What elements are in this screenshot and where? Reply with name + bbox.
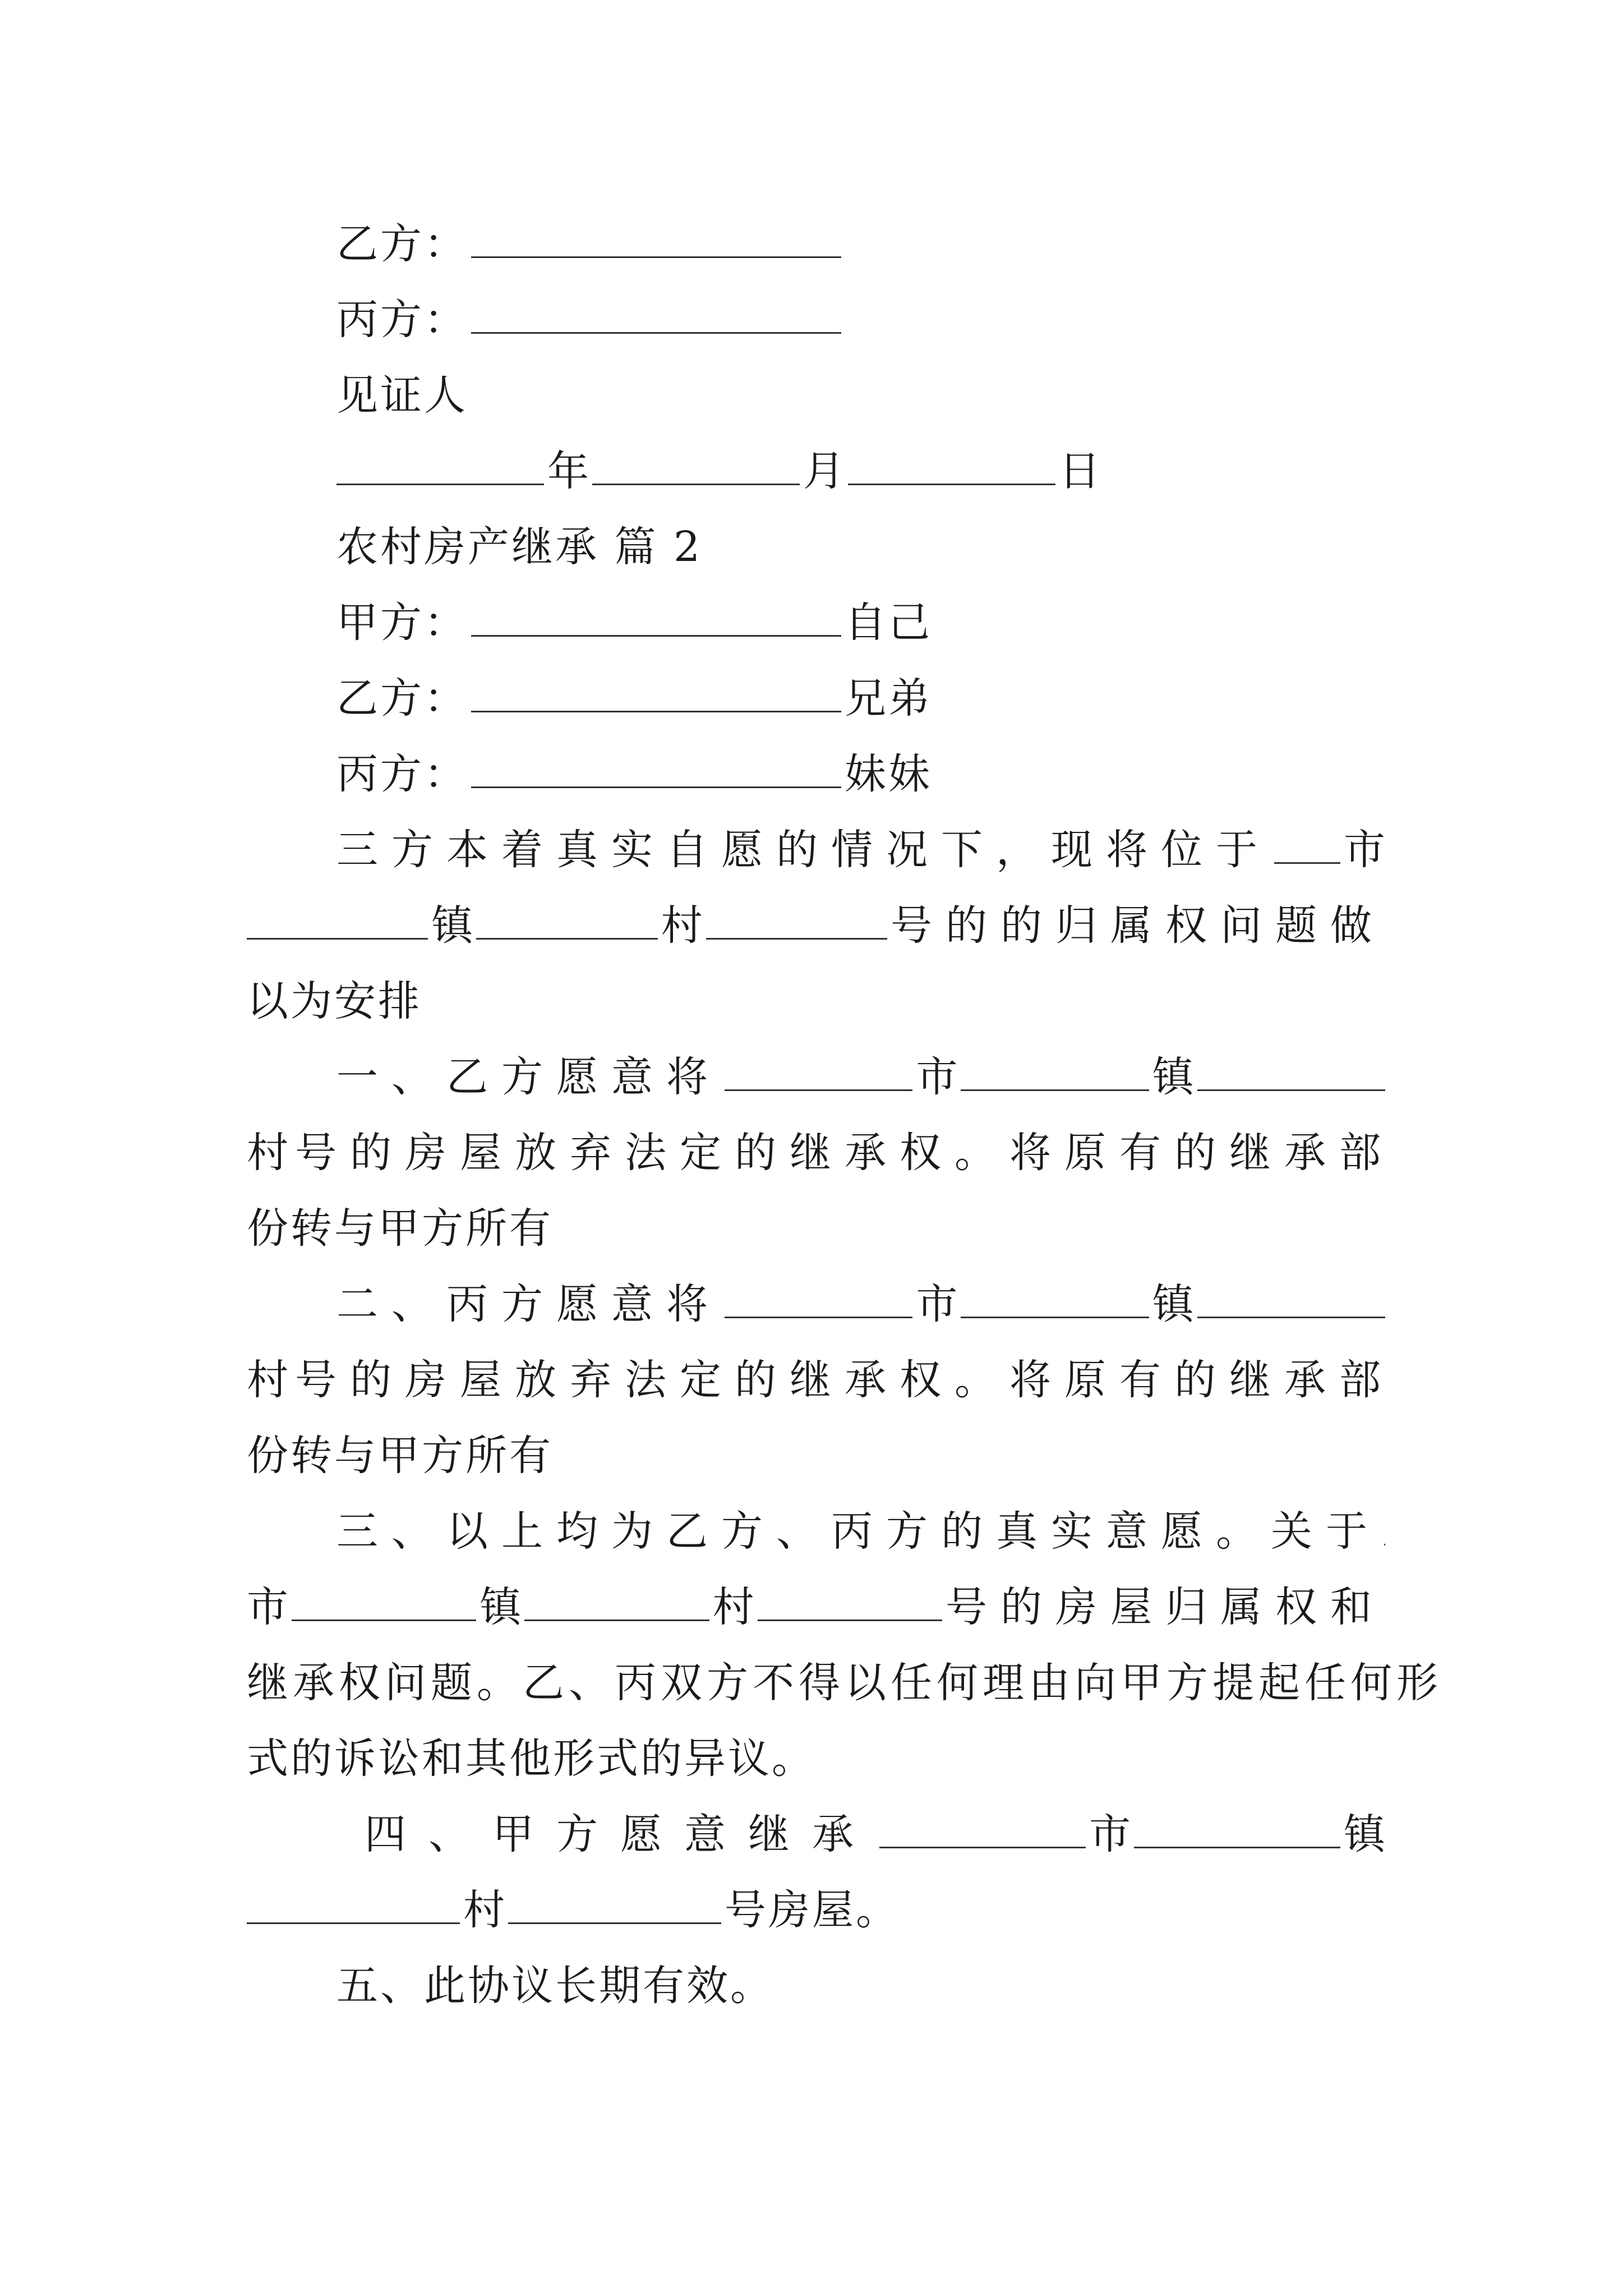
clause-4-village-label: 村: [463, 1886, 505, 1934]
intro-village-blank: [476, 903, 657, 940]
party-c-signature-line: [336, 292, 1385, 348]
intro-line-3: [247, 973, 1385, 1029]
day-blank: [848, 449, 1055, 485]
intro-text-1: 三方本着真实自愿的情况下，现将位于: [336, 826, 1271, 874]
clause-3-line-3: [247, 1655, 1442, 1711]
clause-4-line-2: [247, 1882, 1385, 1938]
clause-3-text-1: 三、以上均为乙方、丙方的真实意愿。关于: [336, 1507, 1381, 1556]
date-line: [336, 443, 1385, 499]
clause-1-village-label: 村: [247, 1129, 288, 1177]
clause-3-text-3: 继承权问题。乙、丙双方不得以任何理由向甲方提起任何形: [247, 1659, 1442, 1707]
clause-3-line-2: [247, 1579, 1385, 1635]
clause-1-village-blank: [1197, 1055, 1385, 1091]
party-b-blank-2: [471, 676, 841, 712]
clause-2-text-2: 号的房屋放弃法定的继承权。将原有的继承部: [295, 1356, 1394, 1404]
clause-3-village-label: 村: [712, 1583, 754, 1631]
clause-3-text-2: 号的房屋归属权和: [945, 1583, 1385, 1631]
clause-1-line-2: [247, 1125, 1394, 1181]
clause-2-text-3: 份转与甲方所有: [247, 1432, 553, 1480]
clause-2-town-blank: [961, 1282, 1149, 1318]
clause-1-town-label: 镇: [1152, 1053, 1194, 1101]
party-b-signature-line: [336, 216, 1385, 272]
clause-4-text-1: 四、甲方愿意继承: [365, 1810, 876, 1858]
clause-4-town-label: 镇: [1344, 1810, 1385, 1858]
party-a-line: [336, 595, 1385, 651]
witness-label: 见证人: [336, 371, 468, 420]
intro-city-label: 市: [1344, 826, 1385, 874]
clause-1-line-3: [247, 1200, 1385, 1257]
clause-4-line-1: [365, 1806, 1385, 1862]
clause-4-town-blank: [1134, 1812, 1340, 1848]
clause-4-village-blank: [247, 1888, 460, 1924]
clause-3-line-4: [247, 1731, 1385, 1787]
month-label: 月: [803, 447, 845, 495]
clause-1-city-blank: [725, 1055, 912, 1091]
year-label: 年: [547, 447, 589, 495]
intro-village-label: 村: [661, 901, 703, 950]
clause-1-text-3: 份转与甲方所有: [247, 1204, 553, 1253]
party-c-blank-2: [471, 752, 841, 788]
party-b-note: 兄弟: [845, 674, 932, 723]
clause-1-text-2: 号的房屋放弃法定的继承权。将原有的继承部: [295, 1129, 1394, 1177]
clause-4-city-blank: [879, 1812, 1086, 1848]
clause-1-city-label: 市: [916, 1053, 958, 1101]
clause-2-line-1: [336, 1276, 1385, 1332]
party-a-label: 甲方：: [336, 599, 468, 647]
party-b-label: 乙方：: [336, 220, 468, 268]
party-c-label-2: 丙方：: [336, 750, 468, 798]
clause-3-number-blank: [758, 1585, 942, 1621]
clause-1-text-1: 一、乙方愿意将: [336, 1053, 721, 1101]
party-c-line: [336, 746, 1385, 802]
party-b-blank: [471, 222, 841, 258]
intro-line-1: [336, 822, 1385, 878]
party-a-note: 自己: [845, 599, 932, 647]
party-c-label: 丙方：: [336, 296, 468, 344]
clause-3-village-blank: [524, 1585, 709, 1621]
intro-town-label: 镇: [431, 901, 473, 950]
party-b-line: [336, 670, 1385, 726]
clause-5-text: 五、此协议长期有效。: [336, 1962, 774, 2010]
month-blank: [592, 449, 800, 485]
intro-text-2: 号的的归属权问题做: [890, 901, 1385, 950]
intro-city-blank: [1274, 827, 1340, 864]
year-blank: [336, 449, 544, 485]
section-title-text: 农村房产继承 篇 2: [336, 523, 703, 571]
party-c-blank: [471, 297, 841, 334]
clause-2-text-1: 二、丙方愿意将: [336, 1280, 721, 1328]
clause-4-text-2: 号房屋。: [725, 1886, 900, 1934]
clause-2-city-label: 市: [916, 1280, 958, 1328]
clause-3-town-blank: [292, 1585, 476, 1621]
clause-3-line-1: [336, 1503, 1385, 1559]
clause-1-line-1: [336, 1049, 1385, 1105]
day-label: 日: [1059, 447, 1100, 495]
clause-3-town-label: 镇: [479, 1583, 522, 1631]
intro-text-3: 以为安排: [247, 977, 422, 1025]
intro-line-2: [247, 898, 1385, 954]
clause-2-village-label: 村: [247, 1356, 288, 1404]
clause-3-city-label: 市: [247, 1583, 288, 1631]
section-title: [336, 519, 1385, 575]
intro-town-blank: [247, 903, 428, 940]
intro-number-blank: [706, 903, 887, 940]
clause-3-text-4: 式的诉讼和其他形式的异议。: [247, 1734, 815, 1783]
clause-2-village-blank: [1197, 1282, 1385, 1318]
clause-4-number-blank: [508, 1888, 721, 1924]
clause-2-town-label: 镇: [1152, 1280, 1194, 1328]
witness-line: [336, 367, 1385, 424]
party-c-note: 妹妹: [845, 750, 932, 798]
clause-2-city-blank: [725, 1282, 912, 1318]
clause-3-city-blank: [1384, 1509, 1385, 1545]
clause-5-line: [336, 1958, 1385, 2014]
clause-1-town-blank: [961, 1055, 1149, 1091]
party-b-label-2: 乙方：: [336, 674, 468, 723]
clause-2-line-2: [247, 1352, 1394, 1408]
party-a-blank: [471, 600, 841, 637]
clause-4-city-label: 市: [1089, 1810, 1131, 1858]
clause-2-line-3: [247, 1428, 1385, 1484]
